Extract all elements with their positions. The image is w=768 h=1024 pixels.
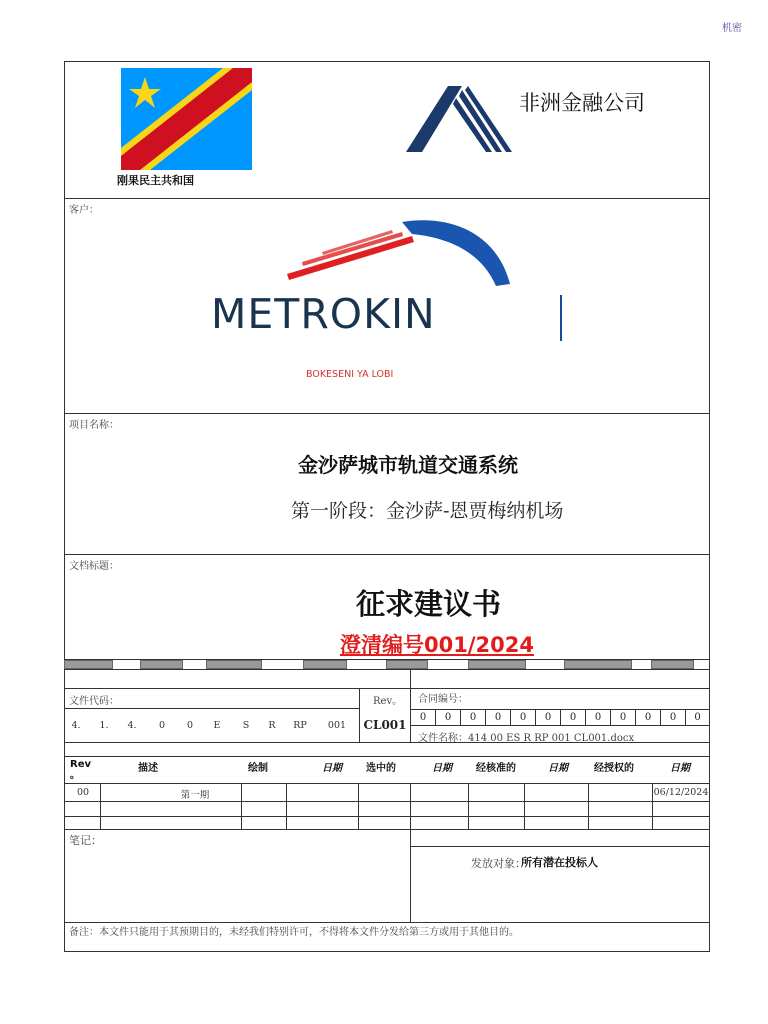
rev-cell: 00 xyxy=(76,787,90,798)
divider xyxy=(410,846,710,847)
divider xyxy=(64,801,710,802)
file-code-cell: RP xyxy=(293,720,307,731)
authorized-header: 经授权的 xyxy=(594,763,634,774)
contract-digit: 0 xyxy=(535,709,561,726)
drc-flag-icon xyxy=(121,68,252,170)
desc-header: 描述 xyxy=(138,763,158,774)
divider xyxy=(64,198,710,199)
grey-block xyxy=(468,660,526,669)
divider xyxy=(64,554,710,555)
grey-block xyxy=(64,660,113,669)
date-header: 日期 xyxy=(670,763,690,774)
issue-value: 所有潜在投标人 xyxy=(521,856,598,869)
desc-cell: 第一期 xyxy=(180,790,210,801)
project-title: 金沙萨城市轨道交通系统 xyxy=(298,453,518,477)
divider xyxy=(64,708,360,709)
file-code-cell: 1. xyxy=(99,720,109,731)
divider xyxy=(64,783,710,784)
file-code-cell: S xyxy=(242,720,250,731)
contract-digit: 0 xyxy=(660,709,686,726)
document-title: 征求建议书 xyxy=(356,587,502,621)
file-code-cell: 001 xyxy=(327,720,347,731)
divider xyxy=(410,669,411,742)
divider xyxy=(358,783,359,829)
contract-digit: 0 xyxy=(585,709,611,726)
issue-label: 发放对象： xyxy=(471,857,526,870)
grey-block xyxy=(651,660,694,669)
contract-digit: 0 xyxy=(460,709,486,726)
project-label: 项目名称： xyxy=(69,420,119,431)
file-name: 文件名称：414 00 ES R RP 001 CL001.docx xyxy=(418,733,635,744)
grey-block xyxy=(303,660,347,669)
contract-digit: 0 xyxy=(610,709,636,726)
date-cell: 06/12/2024 xyxy=(653,787,709,798)
grey-block xyxy=(564,660,632,669)
date-header: 日期 xyxy=(322,763,342,774)
file-code-cell: E xyxy=(213,720,221,731)
drawn-header: 绘制 xyxy=(248,763,268,774)
divider xyxy=(588,783,589,829)
contract-digit: 0 xyxy=(410,709,436,726)
metrokin-swoosh-icon xyxy=(282,214,514,290)
divider xyxy=(64,413,710,414)
file-code-cell: 0 xyxy=(158,720,166,731)
rev-header: Rev 。 xyxy=(70,759,92,781)
divider xyxy=(468,783,469,829)
file-code-label: 文件代码： xyxy=(69,696,119,707)
divider xyxy=(64,742,710,743)
divider xyxy=(64,756,710,757)
company-name: 非洲金融公司 xyxy=(519,91,645,115)
divider xyxy=(64,688,710,689)
file-code-cell: 4. xyxy=(71,720,81,731)
divider xyxy=(410,783,411,829)
company-logo-icon xyxy=(406,86,516,152)
contract-digit: 0 xyxy=(635,709,661,726)
document-label: 文档标题： xyxy=(69,561,119,572)
divider xyxy=(359,688,360,742)
confidential-mark: 机密 xyxy=(722,23,742,34)
date-header: 日期 xyxy=(548,763,568,774)
grey-block xyxy=(140,660,183,669)
contract-digit: 0 xyxy=(560,709,586,726)
divider xyxy=(524,783,525,829)
date-header: 日期 xyxy=(432,763,452,774)
document-subtitle: 澄清编号001/2024 xyxy=(340,633,534,657)
file-code-cell: 4. xyxy=(127,720,137,731)
divider xyxy=(64,829,710,830)
rev-label: Rev。 xyxy=(373,696,403,707)
contract-digit: 0 xyxy=(485,709,511,726)
footer-remark: 备注：本文件只能用于其预期目的，未经我们特别许可，不得将本文件分发给第三方或用于其他目的。 xyxy=(69,927,519,938)
contract-label: 合同编号： xyxy=(418,694,468,705)
contract-digit: 0 xyxy=(510,709,536,726)
contract-digit: 0 xyxy=(685,709,710,726)
client-label: 客户： xyxy=(69,205,99,216)
project-subtitle: 第一阶段：金沙萨-恩贾梅纳机场 xyxy=(291,500,564,522)
grey-block xyxy=(386,660,428,669)
divider xyxy=(64,669,710,670)
divider xyxy=(64,816,710,817)
contract-digit: 0 xyxy=(435,709,461,726)
approved-header: 经核准的 xyxy=(476,763,516,774)
grey-block xyxy=(206,660,262,669)
file-code-cell: 0 xyxy=(186,720,194,731)
file-code-cell: R xyxy=(268,720,276,731)
checked-header: 选中的 xyxy=(366,763,396,774)
notes-label: 笔记： xyxy=(69,834,102,847)
flag-caption: 刚果民主共和国 xyxy=(117,174,194,187)
metrokin-bar xyxy=(560,295,562,341)
metrokin-tagline: BOKESENI YA LOBI xyxy=(306,369,394,380)
divider xyxy=(410,829,411,922)
metrokin-logo-text: METROKIN xyxy=(211,290,436,338)
rev-value: CL001 xyxy=(363,718,407,732)
